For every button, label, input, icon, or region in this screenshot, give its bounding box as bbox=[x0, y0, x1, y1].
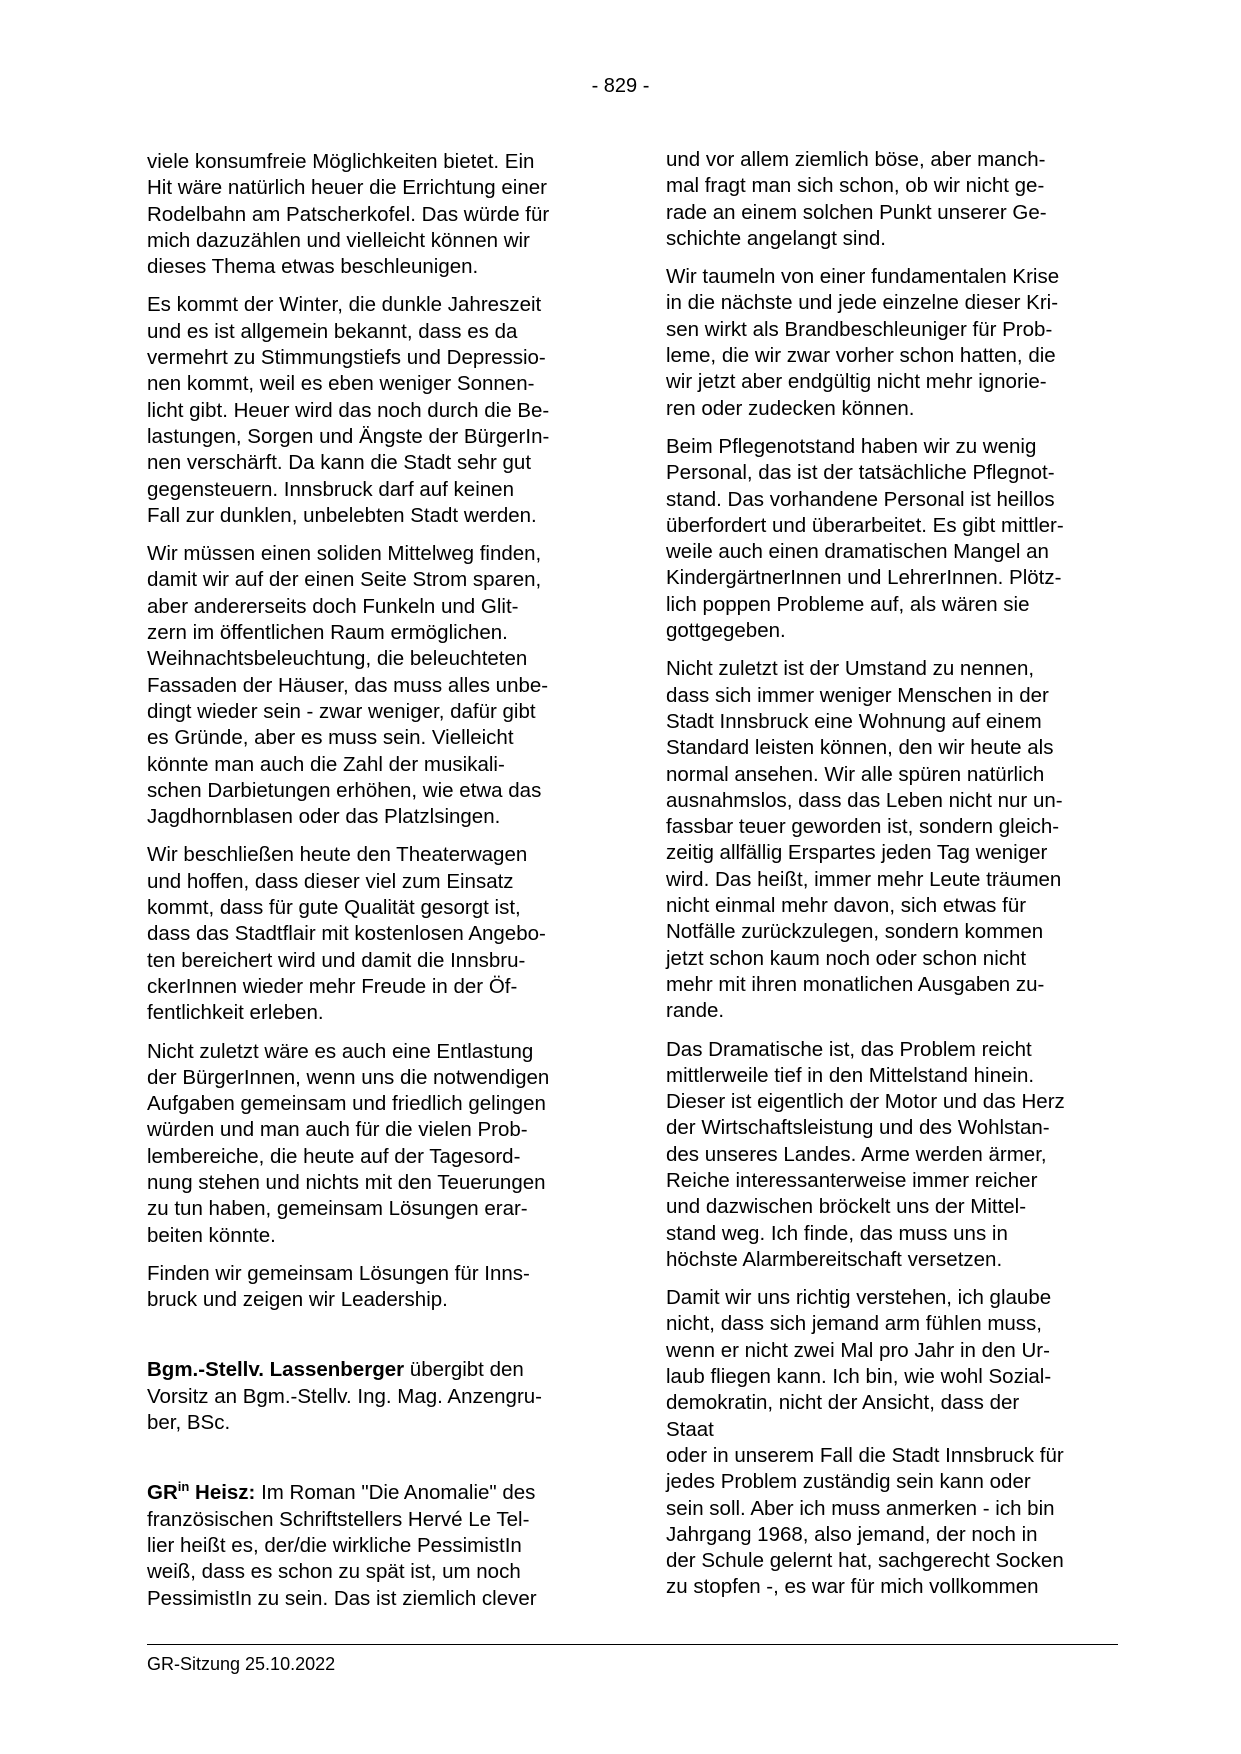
text-line: Reiche interessanterweise immer reicher bbox=[666, 1168, 1038, 1192]
footer-session-date: GR-Sitzung 25.10.2022 bbox=[147, 1654, 336, 1674]
text-line: oder in unserem Fall die Stadt Innsbruck für bbox=[666, 1443, 1064, 1467]
text-line: Jahrgang 1968, also jemand, der noch in bbox=[666, 1522, 1038, 1546]
paragraph bbox=[147, 1261, 605, 1314]
text-line: Beim Pflegenotstand haben wir zu wenig bbox=[666, 434, 1037, 458]
text-line: zu tun haben, gemeinsam Lösungen erar- bbox=[147, 1197, 528, 1221]
text-line: könnte man auch die Zahl der musikali- bbox=[147, 752, 505, 776]
text-line: wenn er nicht zwei Mal pro Jahr in den Ur- bbox=[666, 1338, 1050, 1362]
text-line: gottgegeben. bbox=[666, 619, 786, 643]
text-line: lier heißt es, der/die wirkliche PessimistIn bbox=[147, 1533, 522, 1557]
text-line: in die nächste und jede einzelne dieser Kri- bbox=[666, 291, 1059, 315]
text-line: Vorsitz an Bgm.-Stellv. Ing. Mag. Anzengru- bbox=[147, 1384, 542, 1408]
text-line: aber andererseits doch Funkeln und Glit- bbox=[147, 594, 519, 618]
text-line: bruck und zeigen wir Leadership. bbox=[147, 1288, 448, 1312]
text-line: weile auch einen dramatischen Mangel an bbox=[666, 540, 1049, 564]
text-line: Nicht zuletzt wäre es auch eine Entlastung bbox=[147, 1039, 534, 1063]
text-line: sen wirkt als Brandbeschleuniger für Prob- bbox=[666, 317, 1053, 341]
text-line: dingt wieder sein - zwar weniger, dafür gibt bbox=[147, 699, 536, 723]
text-line: mal fragt man sich schon, ob wir nicht ge- bbox=[666, 174, 1045, 198]
text-line: nicht einmal mehr davon, sich etwas für bbox=[666, 894, 1027, 918]
text-line: Wir beschließen heute den Theaterwagen bbox=[147, 843, 528, 867]
text-line: mittlerweile tief in den Mittelstand hinein. bbox=[666, 1063, 1035, 1087]
text-line: Hit wäre natürlich heuer die Errichtung einer bbox=[147, 176, 547, 200]
paragraph bbox=[666, 1285, 1124, 1601]
left-column bbox=[147, 149, 605, 1624]
right-column bbox=[666, 147, 1124, 1613]
text-line: Dieser ist eigentlich der Motor und das Herz bbox=[666, 1090, 1065, 1114]
text-line: Standard leisten können, den wir heute als bbox=[666, 736, 1054, 760]
text-line: sein soll. Aber ich muss anmerken - ich bin bbox=[666, 1496, 1055, 1520]
text-line: ten bereichert wird und damit die Innsbru- bbox=[147, 948, 526, 972]
paragraph-rest bbox=[147, 1507, 605, 1612]
paragraph bbox=[147, 842, 605, 1026]
paragraph bbox=[147, 292, 605, 529]
text-line: jedes Problem zuständig sein kann oder bbox=[666, 1470, 1031, 1494]
text-line: licht gibt. Heuer wird das noch durch die Be- bbox=[147, 398, 550, 422]
text-line: schichte angelangt sind. bbox=[666, 226, 886, 250]
text-line: viele konsumfreie Möglichkeiten bietet. Ein bbox=[147, 150, 535, 173]
text-line: rade an einem solchen Punkt unserer Ge- bbox=[666, 200, 1047, 224]
text-line: würden und man auch für die vielen Prob- bbox=[147, 1118, 528, 1142]
text-line: schen Darbietungen erhöhen, wie etwa das bbox=[147, 778, 542, 802]
text-line: dieses Thema etwas beschleunigen. bbox=[147, 255, 479, 279]
text-line: nen kommt, weil es eben weniger Sonnen- bbox=[147, 372, 535, 396]
text-line: Staat bbox=[666, 1417, 714, 1441]
text-line: der Wirtschaftsleistung und des Wohlstan- bbox=[666, 1116, 1050, 1140]
text-line: demokratin, nicht der Ansicht, dass der bbox=[666, 1391, 1020, 1415]
text-line: weiß, dass es schon zu spät ist, um noch bbox=[147, 1560, 521, 1584]
text-line: Stadt Innsbruck eine Wohnung auf einem bbox=[666, 709, 1042, 733]
text-line: laub fliegen kann. Ich bin, wie wohl Sozial- bbox=[666, 1365, 1052, 1389]
text-line: französischen Schriftstellers Hervé Le Tel- bbox=[147, 1507, 530, 1531]
text-line: wird. Das heißt, immer mehr Leute träumen bbox=[666, 867, 1062, 891]
text-line: und vor allem ziemlich böse, aber manch- bbox=[666, 148, 1046, 171]
text-line: KindergärtnerInnen und LehrerInnen. Plötz- bbox=[666, 566, 1062, 590]
text-line: Rodelbahn am Patscherkofel. Das würde für bbox=[147, 202, 550, 226]
text-line: fassbar teuer geworden ist, sondern gleich- bbox=[666, 815, 1060, 839]
text-line: der BürgerInnen, wenn uns die notwendigen bbox=[147, 1065, 550, 1089]
text-line: es Gründe, aber es muss sein. Vielleicht bbox=[147, 726, 514, 750]
paragraph bbox=[666, 264, 1124, 422]
text-line: Jagdhornblasen oder das Platzlsingen. bbox=[147, 805, 501, 829]
text-line: stand. Das vorhandene Personal ist heillos bbox=[666, 487, 1055, 511]
text-line: lastungen, Sorgen und Ängste der BürgerIn- bbox=[147, 424, 550, 448]
text-line: rande. bbox=[666, 999, 725, 1023]
text-line: ber, BSc. bbox=[147, 1411, 231, 1435]
paragraph bbox=[666, 147, 1124, 252]
page-number: - 829 - bbox=[591, 75, 650, 97]
text-line: Fall zur dunklen, unbelebten Stadt werden. bbox=[147, 503, 537, 527]
text-line: fentlichkeit erleben. bbox=[147, 1001, 324, 1025]
text-line: nen verschärft. Da kann die Stadt sehr gut bbox=[147, 451, 532, 475]
speaker-paragraph: $GR^{in}$ Heisz: Im Roman "Die Anomalie" des französischen Schriftstellers Hervé Le Tel- lier heißt es, der/die wirkliche PessimistIn weiß, dass es schon zu spät ist, um noch PessimistIn zu sein. Das ist ziemlich clever bbox=[147, 1480, 605, 1611]
text-line: und es ist allgemein bekannt, dass es da bbox=[147, 319, 518, 343]
text-line: gegensteuern. Innsbruck darf auf keinen bbox=[147, 477, 514, 501]
text-line: damit wir auf der einen Seite Strom sparen, bbox=[147, 568, 542, 592]
paragraph bbox=[666, 434, 1124, 644]
paragraph bbox=[666, 656, 1124, 1024]
text-line: zu stopfen -, es war für mich vollkommen bbox=[666, 1575, 1039, 1599]
speaker-paragraph: Bgm.-Stellv. Lassenberger übergibt den Vorsitz an Bgm.-Stellv. Ing. Mag. Anzengru- ber, BSc. bbox=[147, 1357, 605, 1436]
text-line: lich poppen Probleme auf, als wären sie bbox=[666, 592, 1030, 616]
text-line: zeitig allfällig Erspartes jeden Tag weniger bbox=[666, 841, 1048, 865]
text-line: beiten könnte. bbox=[147, 1223, 276, 1247]
text-line: mich dazuzählen und vielleicht können wir bbox=[147, 228, 530, 252]
text-line: des unseres Landes. Arme werden ärmer, bbox=[666, 1142, 1047, 1166]
text-line: Personal, das ist der tatsächliche Pflegnot- bbox=[666, 461, 1055, 485]
text-line: überfordert und überarbeitet. Es gibt mittler- bbox=[666, 513, 1064, 537]
paragraph bbox=[147, 149, 605, 280]
speaker-name: Bgm.-Stellv. Lassenberger bbox=[147, 1358, 405, 1382]
text-line: nicht, dass sich jemand arm fühlen muss, bbox=[666, 1312, 1042, 1336]
text-line: normal ansehen. Wir alle spüren natürlich bbox=[666, 762, 1045, 786]
text-line: Damit wir uns richtig verstehen, ich glaube bbox=[666, 1286, 1052, 1310]
text-line: zern im öffentlichen Raum ermöglichen. bbox=[147, 621, 508, 645]
paragraph bbox=[147, 541, 605, 830]
text-line: ren oder zudecken können. bbox=[666, 396, 915, 420]
text-line: wir jetzt aber endgültig nicht mehr ignorie- bbox=[666, 370, 1047, 394]
text-line: Finden wir gemeinsam Lösungen für Inns- bbox=[147, 1261, 530, 1285]
text-line: ausnahmslos, dass das Leben nicht nur un- bbox=[666, 788, 1063, 812]
text-line: kommt, dass für gute Qualität gesorgt ist, bbox=[147, 896, 521, 920]
text-line: jetzt schon kaum noch oder schon nicht bbox=[666, 946, 1027, 970]
text-line: PessimistIn zu sein. Das ist ziemlich clever bbox=[147, 1586, 537, 1610]
text-line: und hoffen, dass dieser viel zum Einsatz bbox=[147, 869, 514, 893]
text-line: und dazwischen bröckelt uns der Mittel- bbox=[666, 1195, 1027, 1219]
text-line: Weihnachtsbeleuchtung, die beleuchteten bbox=[147, 647, 528, 671]
text-line: Wir taumeln von einer fundamentalen Krise bbox=[666, 265, 1060, 289]
text-line: Notfälle zurückzulegen, sondern kommen bbox=[666, 920, 1044, 944]
paragraph-rest bbox=[147, 1384, 605, 1437]
text-line: Nicht zuletzt ist der Umstand zu nennen, bbox=[666, 657, 1035, 681]
text-line: leme, die wir zwar vorher schon hatten, die bbox=[666, 344, 1056, 368]
text-line: lembereiche, die heute auf der Tagesord- bbox=[147, 1144, 521, 1168]
footer-divider bbox=[147, 1644, 1118, 1645]
paragraph bbox=[147, 1039, 605, 1249]
speaker-name: $GR^{in}$ Heisz: bbox=[147, 1479, 256, 1505]
text-line: nung stehen und nichts mit den Teuerungen bbox=[147, 1170, 546, 1194]
paragraph bbox=[666, 1037, 1124, 1274]
text-line: der Schule gelernt hat, sachgerecht Socken bbox=[666, 1549, 1064, 1573]
text-line: Aufgaben gemeinsam und friedlich gelingen bbox=[147, 1092, 546, 1116]
text-line: mehr mit ihren monatlichen Ausgaben zu- bbox=[666, 972, 1045, 996]
text-line: Das Dramatische ist, das Problem reicht bbox=[666, 1037, 1032, 1061]
text-line: Fassaden der Häuser, das muss alles unbe- bbox=[147, 673, 549, 697]
text-line: dass sich immer weniger Menschen in der bbox=[666, 683, 1049, 707]
text-line: stand weg. Ich finde, das muss uns in bbox=[666, 1221, 1008, 1245]
text-line: Es kommt der Winter, die dunkle Jahreszeit bbox=[147, 293, 542, 317]
text-line: dass das Stadtflair mit kostenlosen Angebo- bbox=[147, 922, 546, 946]
text-line: vermehrt zu Stimmungstiefs und Depressio- bbox=[147, 346, 546, 370]
text-line: ckerInnen wieder mehr Freude in der Öf- bbox=[147, 974, 518, 998]
text-line: höchste Alarmbereitschaft versetzen. bbox=[666, 1247, 1003, 1271]
text-line: Wir müssen einen soliden Mittelweg finden, bbox=[147, 542, 542, 566]
